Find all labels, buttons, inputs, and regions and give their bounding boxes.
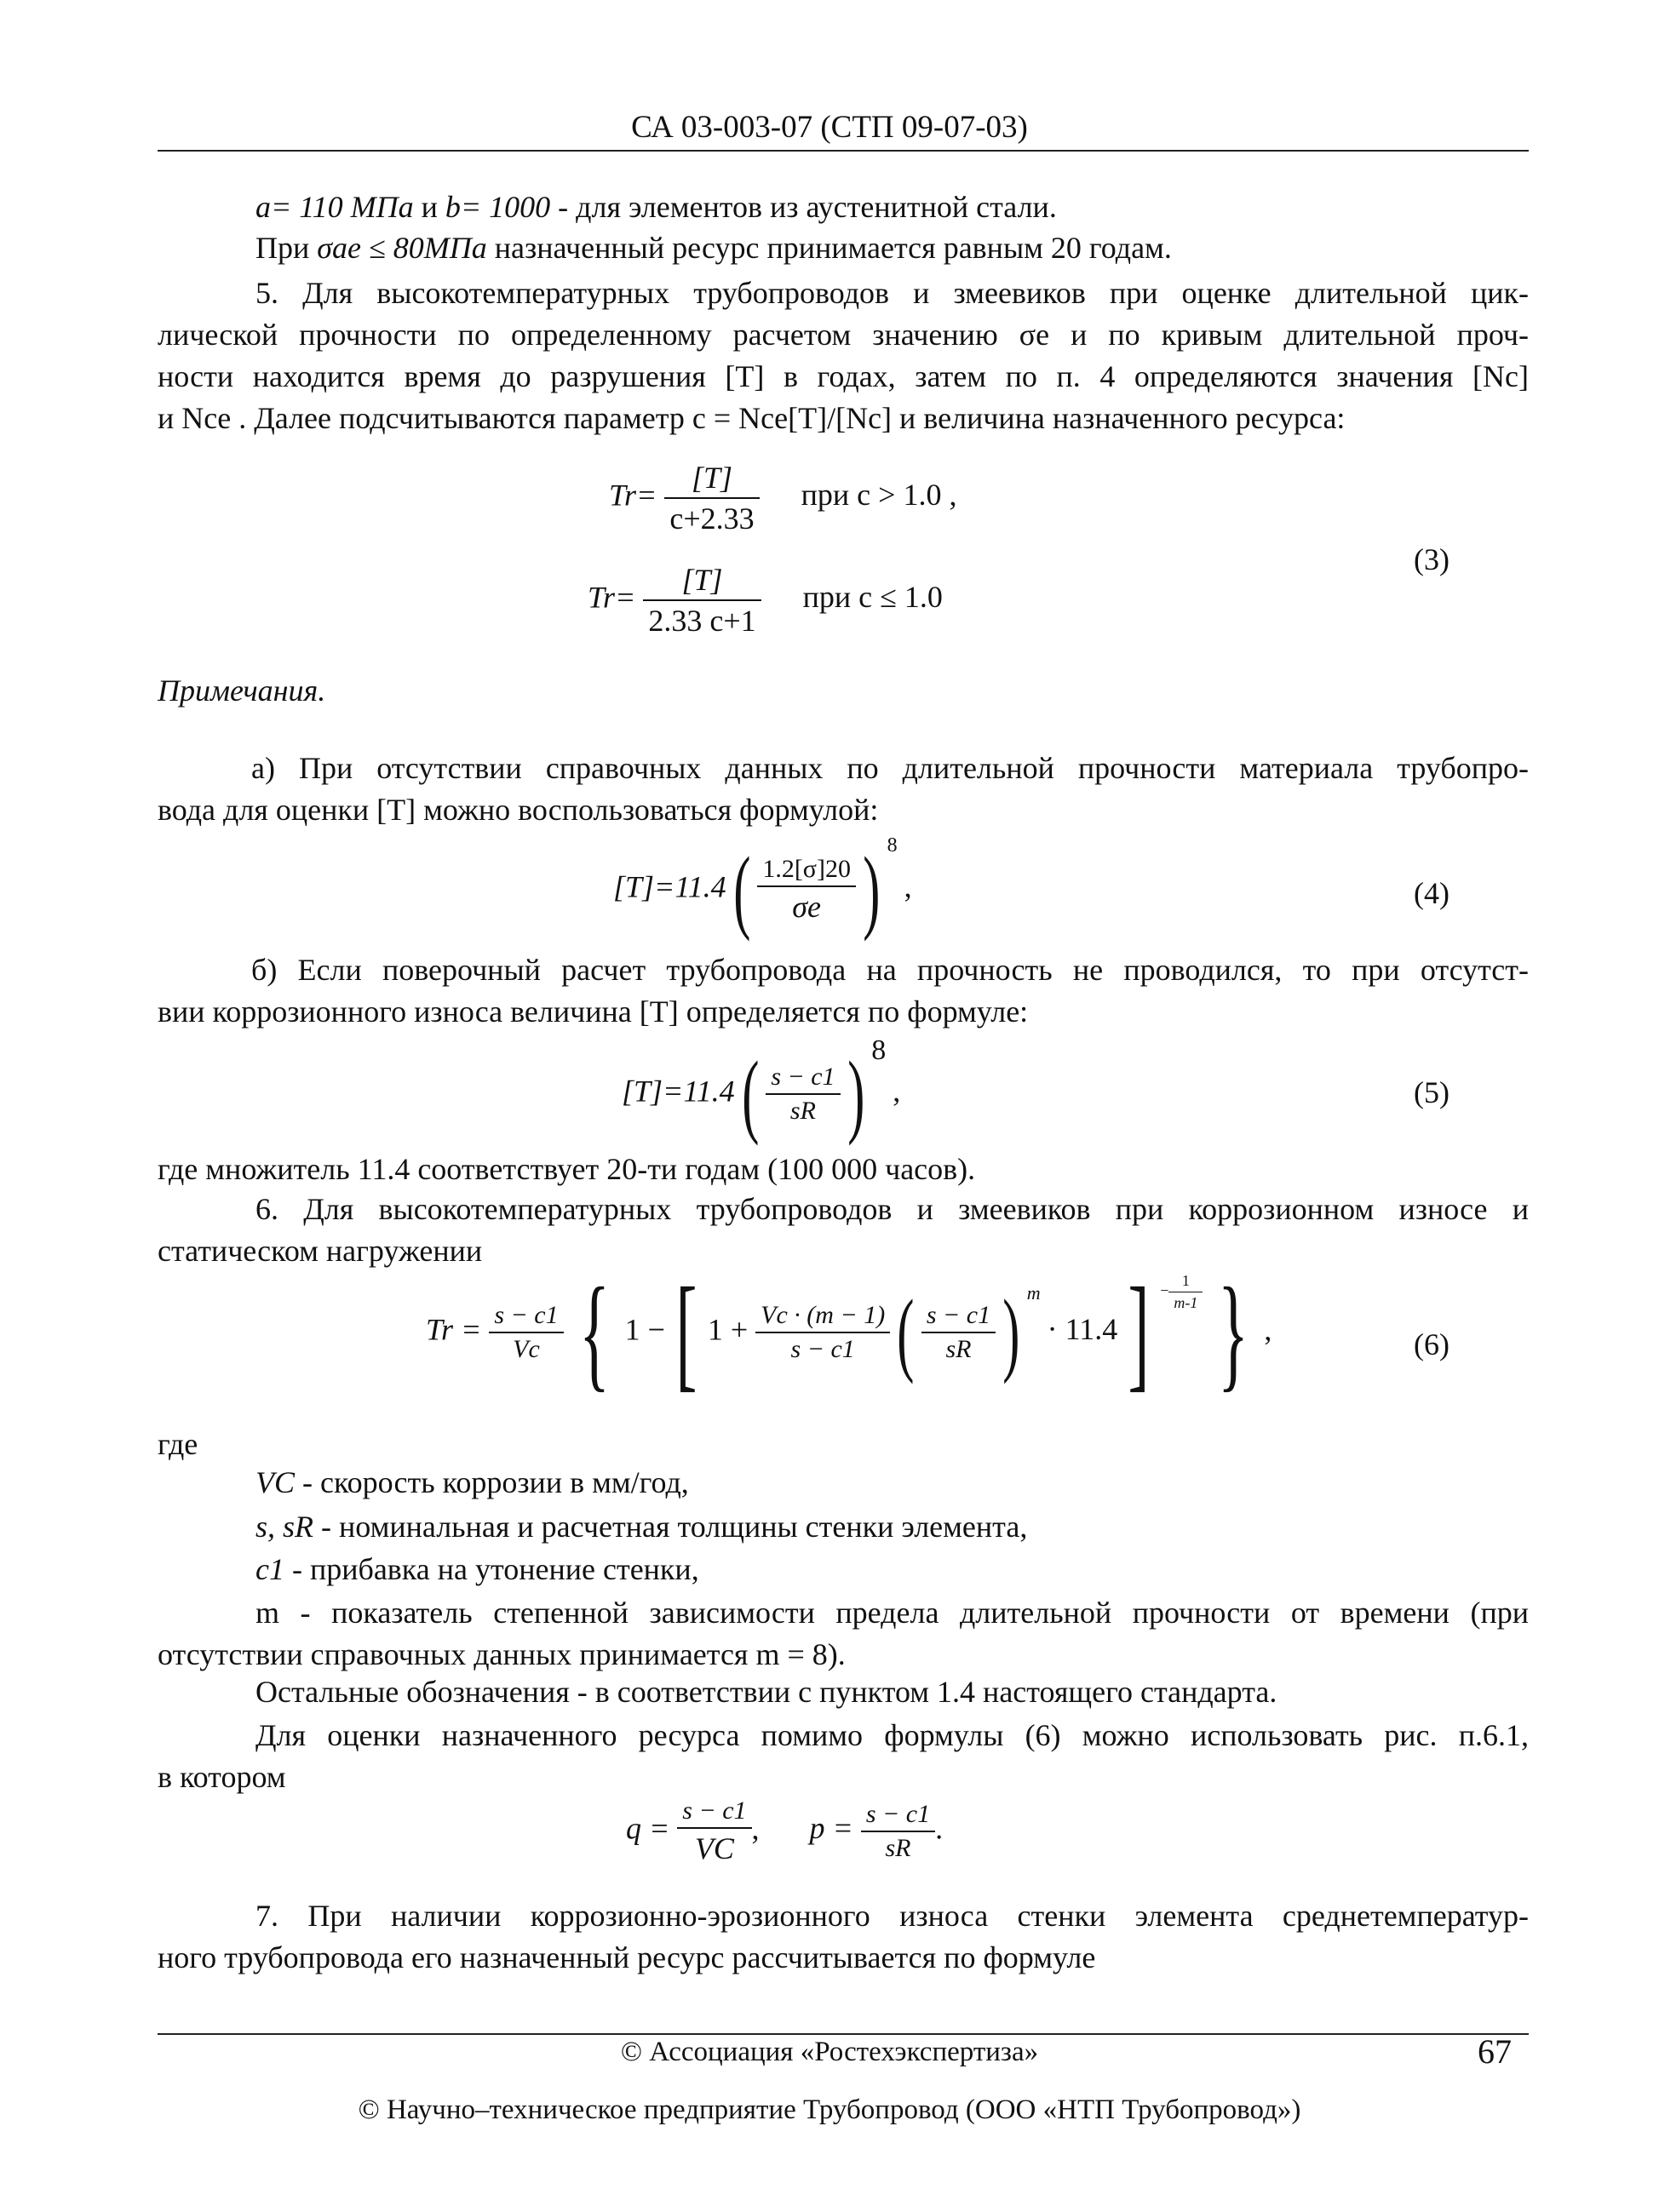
p5-line-3: ности находится время до разрушения [T] в годах, затем по п. 4 определяются значения [Nc] [158,359,1529,393]
def-vc-text: - скорость коррозии в мм/год, [295,1465,689,1499]
eq6-left-bracket: [ [675,1262,697,1403]
eq5-exponent: 8 [871,1034,887,1067]
multiplier-line: где множитель 11.4 соответствует 20-ти годам (100 000 часов). [158,1152,976,1186]
equation-q-p [626,1797,943,1866]
and-word: и [413,190,445,224]
p-lhs: p = [809,1811,853,1846]
other-notation-line: Остальные обозначения - в соответствии с пунктом 1.4 настоящего стандарта. [255,1675,1277,1709]
eq6-right-bracket: ] [1128,1262,1150,1403]
material-text: - для элементов из аустенитной стали. [550,190,1057,224]
p6-line-1: 6. Для высокотемпературных трубопроводов и змеевиков при коррозионном износе и [255,1192,1529,1226]
paragraph-7 [158,1895,1529,1979]
q-sep: , [751,1811,760,1846]
def-c1-symbol: c1 [255,1552,284,1586]
eq6-exp-m: m [1026,1282,1041,1304]
eq4-den: σe [792,890,821,924]
p7-line-1: 7. При наличии коррозионно-эрозионного износа стенки элемента среднетемператур- [255,1899,1529,1933]
eq6-fraction-3 [921,1301,996,1364]
eq6-f2-den: s − c1 [790,1335,855,1363]
fig-line-2: в котором [158,1760,286,1794]
eq6-fraction-1 [489,1301,563,1364]
eq6-f3-den: sR [945,1335,972,1363]
eq5-tail: , [893,1074,901,1109]
figure-paragraph [158,1715,1529,1798]
eq6-right-paren: ) [1002,1281,1020,1384]
where-word: где [158,1427,198,1461]
q-den: VC [694,1831,734,1865]
header-rule [158,150,1529,152]
paragraph-6 [158,1189,1529,1272]
eq6-lhs: Tr = [426,1312,482,1347]
p6-line-2: статическом нагружении [158,1234,483,1268]
note-b-line-1: б) Если поверочный расчет трубопровода на прочность не проводился, то при отсутст- [251,953,1529,987]
equation-6 [426,1262,1272,1403]
def-vc-symbol: VC [255,1465,296,1499]
equation-3-number: (3) [1414,542,1449,576]
eq3-cond-1: при c > 1.0 , [801,478,957,513]
eq3-lhs-2: Tr= [588,580,636,615]
p5-line-1: 5. Для высокотемпературных трубопроводов и змеевиков при оценке длительной цик- [255,276,1529,310]
pri-word: При [255,231,318,265]
eq5-lhs: [T]=11.4 [622,1074,735,1109]
p5-line-2: лической прочности по определенному расчетом значению σe и по кривым длительной проч- [158,318,1529,352]
eq6-outer-exponent [1160,1272,1203,1312]
q-fraction [677,1797,751,1866]
eq6-f3-num: s − c1 [921,1301,996,1333]
note-a [158,748,1529,831]
p-den: sR [885,1834,911,1862]
eq6-f2-num: Vc · (m − 1) [755,1301,890,1333]
eq3-num-2: [T] [643,562,761,601]
eq6-outer-exp-num: 1 [1168,1272,1203,1292]
def-vc [255,1464,689,1500]
eq6-left-brace: { [578,1262,610,1403]
note-b [158,949,1529,1033]
eq5-right-paren: ) [847,1042,864,1146]
note-a-line-2: вода для оценки [Т] можно воспользоваться формулой: [158,793,879,827]
eq6-tail: , [1264,1312,1272,1347]
eq3-cond-2: при c ≤ 1.0 [802,580,943,615]
eq5-num: s − c1 [766,1063,840,1095]
eq6-outer-exp-den: m-1 [1174,1293,1198,1311]
eq3-den-2: 2.33 c+1 [648,604,756,638]
eq6-right-brace: } [1218,1262,1249,1403]
stress-condition: σae ≤ 80МПа [317,231,487,265]
eq6-one-plus: 1 + [707,1312,749,1347]
eq4-fraction [757,855,856,925]
eq4-exponent: 8 [887,834,898,857]
eq3-num-1: [T] [664,460,759,499]
paragraph-5 [158,272,1529,439]
eq3-fraction-1 [664,460,759,536]
def-s-sr [255,1509,1027,1544]
eq5-den: sR [789,1097,816,1125]
note-b-line-2: вии коррозионного износа величина [Т] определяется по формуле: [158,994,1029,1029]
equation-6-number: (6) [1414,1327,1449,1361]
resource-condition-line [255,230,1172,266]
material-constants-line [255,189,1057,225]
eq6-one-minus: 1 − [624,1312,665,1347]
def-m [158,1592,1529,1676]
def-s-symbol: s, sR [255,1510,314,1544]
equation-3-line-1 [609,460,956,536]
eq6-f1-num: s − c1 [489,1301,563,1333]
eq6-outer-exp-sign: − [1160,1281,1169,1299]
eq4-right-paren: ) [863,838,881,942]
q-num: s − c1 [677,1797,751,1829]
header-title: СА 03-003-07 (СТП 09-07-03) [631,110,1028,145]
eq4-lhs: [T]=11.4 [613,869,726,904]
eq3-lhs-1: Tr= [609,478,657,513]
footer-ntp: © Научно–техническое предприятие Трубопровод (ООО «НТП Трубопровод») [358,2095,1301,2125]
eq6-times: · 11.4 [1047,1312,1118,1347]
def-c1-text: - прибавка на утонение стенки, [284,1552,699,1586]
def-c1 [255,1551,699,1587]
p-num: s − c1 [861,1800,935,1832]
equation-4 [613,834,912,942]
document-header [0,109,1659,146]
fig-line-1: Для оценки назначенного ресурса помимо формулы (6) можно использовать рис. п.6.1, [255,1718,1529,1752]
note-a-line-1: а) При отсутствии справочных данных по длительной прочности материала трубопро- [251,751,1529,785]
resource-text: назначенный ресурс принимается равным 20 годам. [486,231,1172,265]
equation-4-number: (4) [1414,876,1449,910]
equation-5-number: (5) [1414,1075,1449,1109]
eq6-f1-den: Vc [513,1335,540,1363]
eq6-fraction-2 [755,1301,890,1364]
footer-rule [158,2033,1529,2035]
footer-association: © Ассоциация «Ростехэкспертиза» [620,2037,1039,2067]
const-a: a= 110 МПа [255,190,414,224]
equation-5 [622,1034,901,1146]
def-m-line-2: отсутствии справочных данных принимается m = 8). [158,1637,846,1671]
p-fraction [861,1800,935,1863]
q-lhs: q = [626,1811,670,1846]
p5-line-4: и Nce . Далее подсчитываются параметр c = Nce[T]/[Nc] и величина назначенного ресурса: [158,401,1346,435]
eq6-left-paren: ( [897,1281,915,1384]
eq5-left-paren: ( [741,1042,760,1146]
eq4-left-paren: ( [732,838,751,942]
eq6-outer-exp-frac [1168,1272,1203,1312]
eq4-num: 1.2[σ]20 [757,855,856,887]
p-tail: . [935,1811,944,1846]
def-s-text: - номинальная и расчетная толщины стенки элемента, [313,1510,1028,1544]
eq3-fraction-2 [643,562,761,639]
p7-line-2: ного трубопровода его назначенный ресурс рассчитывается по формуле [158,1940,1096,1974]
eq5-fraction [766,1063,840,1126]
page-number: 67 [1478,2032,1512,2071]
notes-title: Примечания. [158,673,326,708]
eq3-den-1: c+2.33 [669,501,755,536]
equation-3-line-2 [588,562,943,639]
eq4-tail: , [904,869,912,904]
const-b: b= 1000 [445,190,551,224]
def-m-line-1: m - показатель степенной зависимости предела длительной прочности от времени (при [255,1596,1529,1630]
